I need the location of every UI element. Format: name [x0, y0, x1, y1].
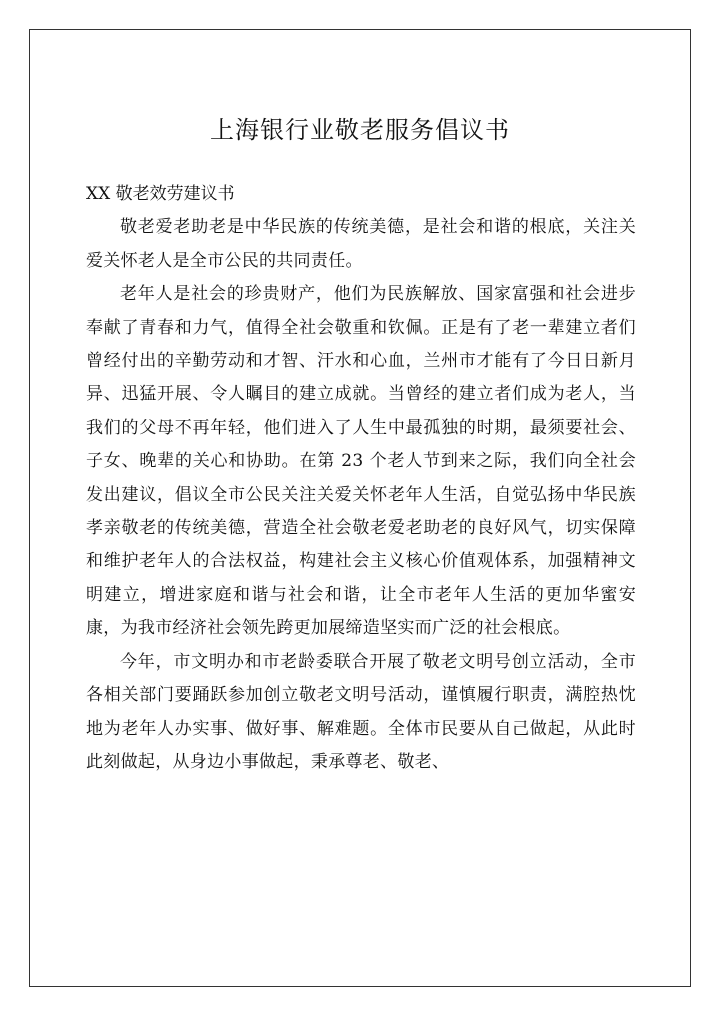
paragraph-2: 老年人是社会的珍贵财产，他们为民族解放、国家富强和社会进步奉献了青春和力气，值得全社会敬重和钦佩。正是有了老一辈建立者们曾经付出的辛勤劳动和才智、汗水和心血，兰州市才能有了今日日新月异、迅猛开展、令人瞩目的建立成就。当曾经的建立者们成为老人，当我们的父母不再年轻，他们进入了人生中最孤独的时期，最须要社会、子女、晚辈的关心和协助。在第 23 个老人节到来之际，我们向全社会发出建议，倡议全市公民关注关爱关怀老年人生活，自觉弘扬中华民族孝亲敬老的传统美德，营造全社会敬老爱老助老的良好风气，切实保障和维护老年人的合法权益，构建社会主义核心价值观体系，加强精神文明建立，增进家庭和谐与社会和谐，让全市老年人生活的更加华蜜安康，为我市经济社会领先跨更加展缔造坚实而广泛的社会根底。	[86, 284, 636, 639]
paragraph-1: 敬老爱老助老是中华民族的传统美德，是社会和谐的根底，关注关爱关怀老人是全市公民的共同责任。	[86, 217, 636, 271]
paragraph-3: 今年，市文明办和市老龄委联合开展了敬老文明号创立活动，全市各相关部门要踊跃参加创立敬老文明号活动，谨慎履行职责，满腔热忱地为老年人办实事、做好事、解难题。全体市民要从自己做起，从此时此刻做起，从身边小事做起，秉承尊老、敬老、	[86, 651, 636, 772]
document-title: 上海银行业敬老服务倡议书	[210, 116, 510, 144]
document-subtitle: XX 敬老效劳建议书	[86, 184, 235, 204]
document-body	[86, 178, 636, 779]
